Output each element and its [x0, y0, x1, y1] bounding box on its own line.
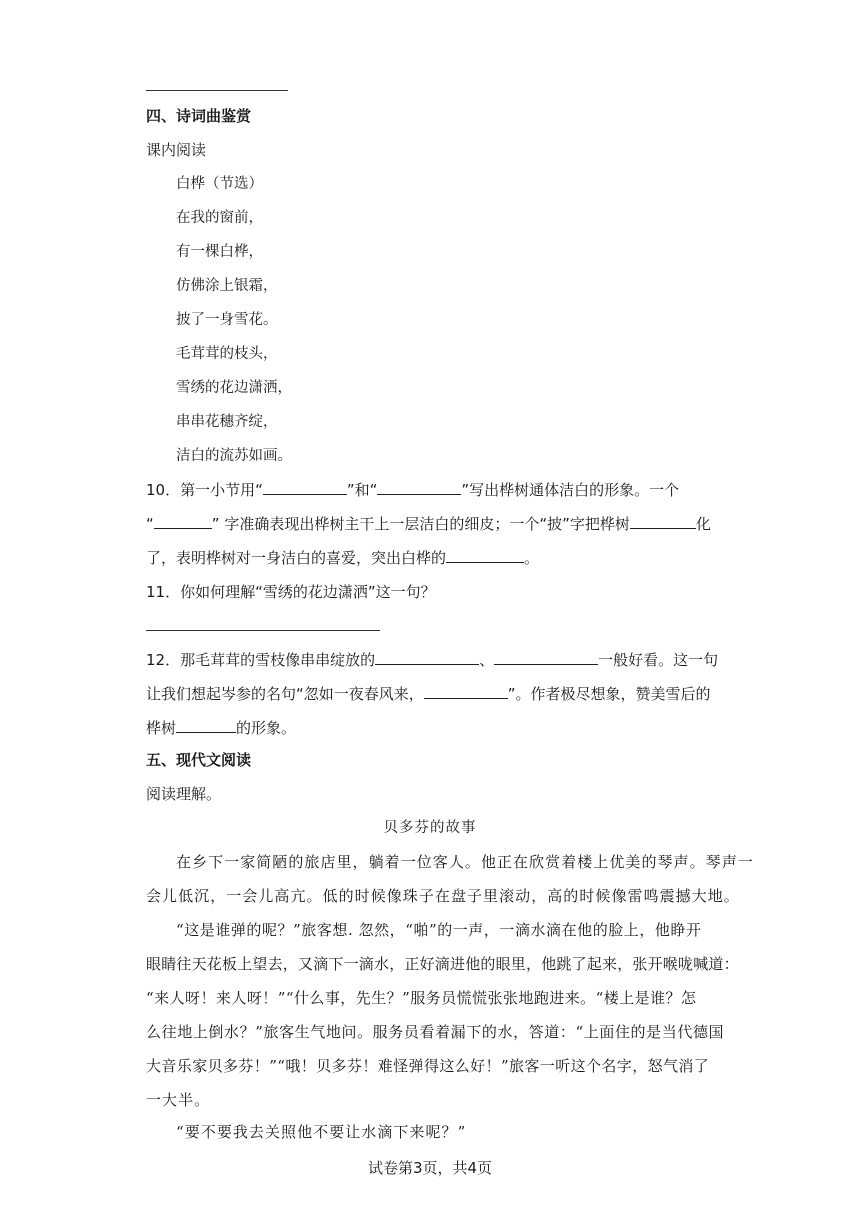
poem-line: 披了一身雪花。: [176, 312, 278, 328]
poem-line: 洁白的流苏如画。: [176, 448, 292, 464]
answer-blank[interactable]: [154, 514, 212, 529]
story-paragraph-line: “这是谁弹的呢？”旅客想. 忽然，“啪”的一声，一滴水滴在他的脸上，他睁开: [176, 921, 702, 939]
poem-line: 毛茸茸的枝头，: [176, 346, 278, 362]
question-text: 桦树: [146, 719, 177, 737]
answer-blank[interactable]: [263, 480, 347, 495]
section-intro: 课内阅读: [146, 141, 207, 159]
page-footer: 试卷第3页，共4页: [367, 1159, 493, 1177]
question-text: 10．第一小节用“: [146, 481, 263, 499]
question-text: “: [146, 515, 154, 533]
poem-title: 白桦（节选）: [176, 176, 263, 192]
question-10: [146, 480, 679, 500]
story-paragraph-line: 大音乐家贝多芬！”“哦！贝多芬！难怪弹得这么好！”旅客一听这个名字，怒气消了: [146, 1057, 710, 1075]
poem-line: 有一棵白桦，: [176, 244, 263, 260]
story-title: 贝多芬的故事: [383, 820, 477, 836]
question-text: 。: [524, 549, 540, 567]
story-paragraph-line: “来人呀！来人呀！”“什么事，先生？”服务员慌慌张张地跑进来。“楼上是谁？怎: [146, 989, 697, 1007]
poem-line: 仿佛涂上银霜，: [176, 278, 278, 294]
answer-blank[interactable]: [494, 650, 598, 665]
story-paragraph-line: 么往地上倒水？”旅客生气地问。服务员看着漏下的水，答道：“上面住的是当代德国: [146, 1023, 725, 1041]
question-12-cont: [146, 684, 711, 704]
question-10-cont: [146, 548, 539, 568]
answer-blank[interactable]: [377, 480, 461, 495]
question-11: 11．你如何理解“雪绣的花边潇洒”这一句？: [146, 583, 436, 601]
answer-blank[interactable]: [424, 684, 508, 699]
question-text: 一般好看。这一句: [598, 651, 719, 669]
question-text: 、: [479, 651, 495, 669]
answer-blank[interactable]: [375, 650, 479, 665]
section-heading: 四、诗词曲鉴赏: [146, 107, 252, 125]
question-10-cont: [146, 514, 711, 534]
question-12-cont: [146, 718, 296, 738]
question-text: ”和“: [346, 481, 378, 499]
question-text: 的形象。: [236, 719, 297, 737]
story-paragraph-line: 会儿低沉，一会儿高亢。低的时候像珠子在盘子里滚动，高的时候像雷鸣震撼大地。: [146, 887, 740, 905]
section-heading: 五、现代文阅读: [146, 751, 252, 769]
section-intro: 阅读理解。: [146, 785, 222, 803]
answer-line: [146, 90, 288, 91]
answer-blank[interactable]: [630, 514, 696, 529]
question-text: 12．那毛茸茸的雪枝像串串绽放的: [146, 651, 376, 669]
question-text: 了，表明桦树对一身洁白的喜爱，突出白桦的: [146, 549, 447, 567]
question-text: ”。作者极尽想象，赞美雪后的: [507, 685, 711, 703]
answer-blank[interactable]: [446, 548, 524, 563]
poem-line: 在我的窗前，: [176, 210, 263, 226]
question-text: ”写出桦树通体洁白的形象。一个: [461, 481, 680, 499]
question-12: [146, 650, 718, 670]
story-paragraph-line: 在乡下一家简陋的旅店里，躺着一位客人。他正在欣赏着楼上优美的琴声。琴声一: [176, 853, 754, 871]
question-text: 化: [695, 515, 711, 533]
story-paragraph-line: 眼睛往天花板上望去，又滴下一滴水，正好滴进他的眼里，他跳了起来，张开喉咙喊道：: [146, 955, 739, 973]
poem-line: 雪绣的花边潇洒，: [176, 380, 292, 396]
question-text: ” 字准确表现出桦树主干上一层洁白的细皮；一个“披”字把桦树: [211, 515, 630, 533]
question-text: 让我们想起岑参的名句“忽如一夜春风来，: [146, 685, 424, 703]
story-paragraph-line: 一大半。: [146, 1091, 211, 1109]
answer-line[interactable]: [146, 630, 380, 631]
poem-line: 串串花穗齐绽，: [176, 414, 278, 430]
answer-blank[interactable]: [176, 718, 236, 733]
story-paragraph-line: “要不要我去关照他不要让水滴下来呢？”: [176, 1123, 467, 1141]
